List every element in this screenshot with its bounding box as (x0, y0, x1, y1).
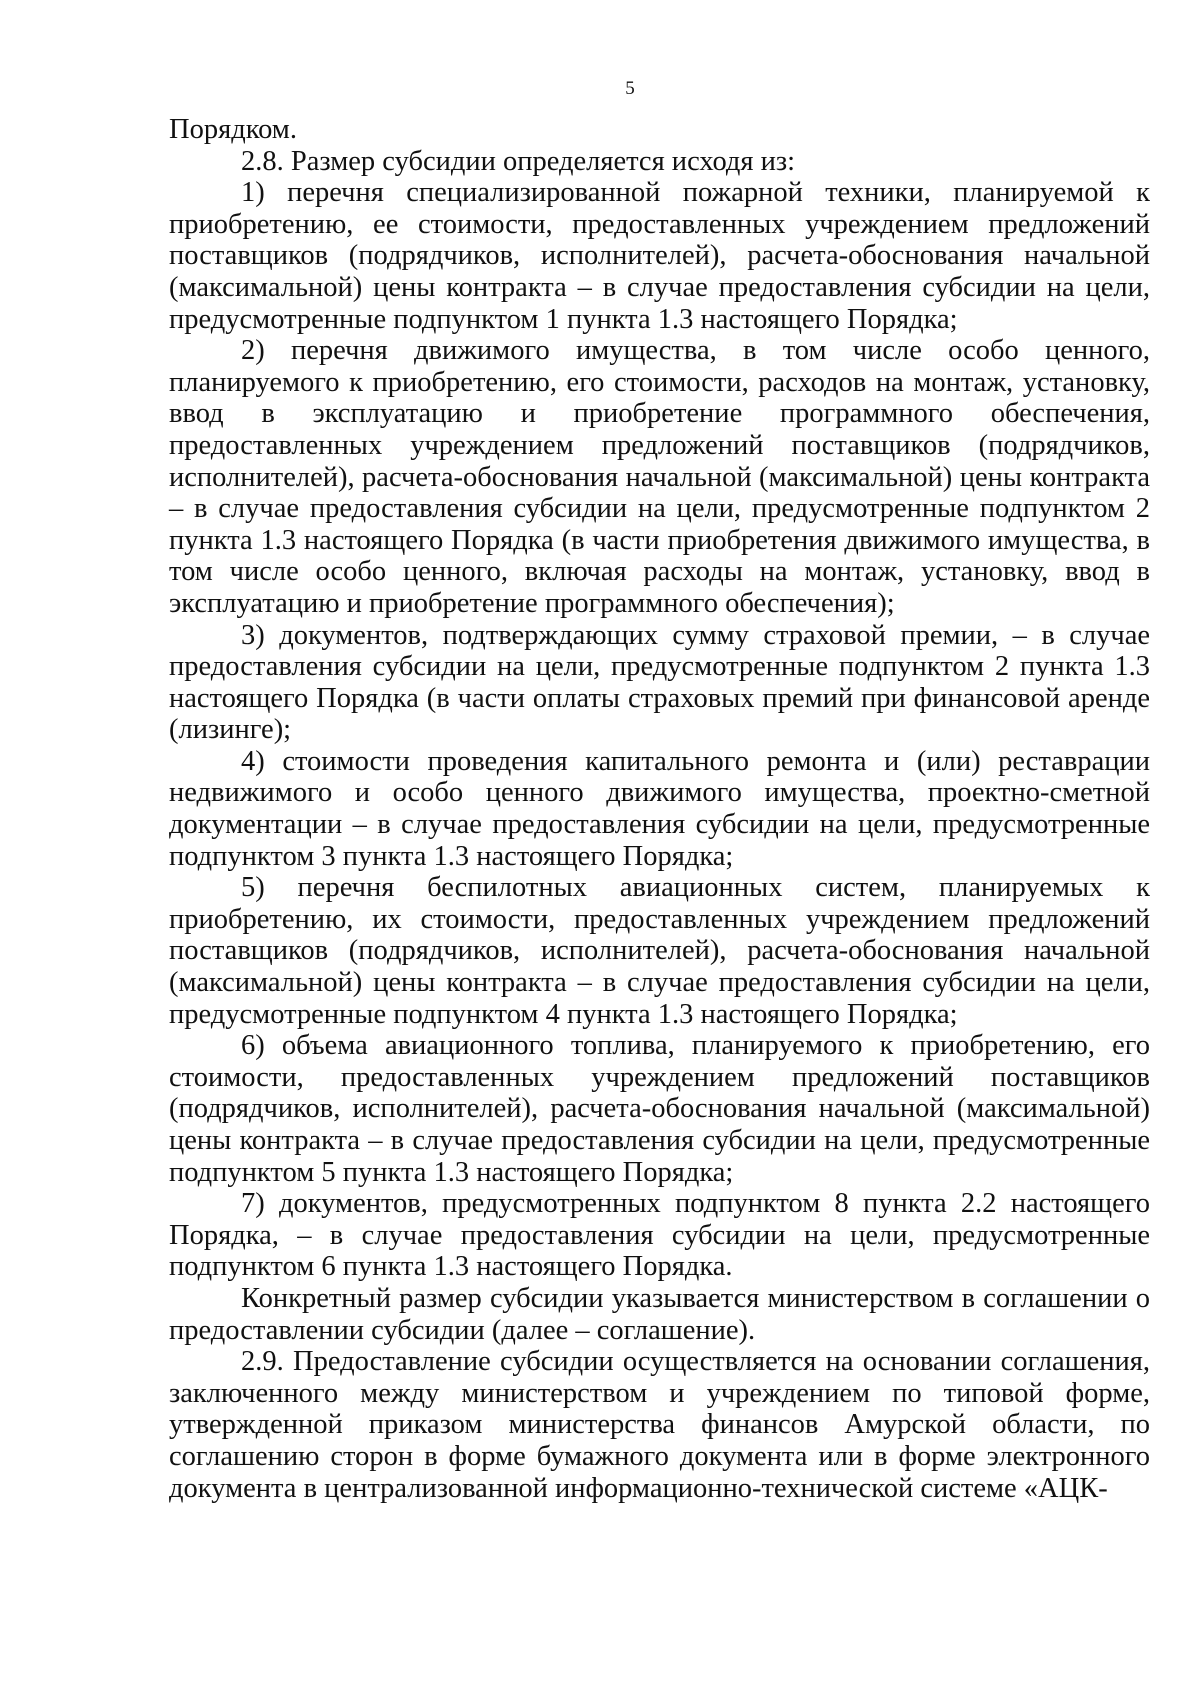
page-number: 5 (625, 78, 635, 99)
paragraph-subsidy-amount: Конкретный размер субсидии указывается министерством в соглашении о предоставлении субсидии (далее – соглашение). (169, 1282, 1150, 1346)
paragraph-item-3: 3) документов, подтверждающих сумму страховой премии, – в случае предоставления субсидии на цели, предусмотренные подпунктом 2 пункта 1.3 настоящего Порядка (в части оплаты страховых премий при финансовой аренде (лизинге); (169, 619, 1150, 746)
paragraph-item-1: 1) перечня специализированной пожарной техники, планируемой к приобретению, ее стоимости, предоставленных учреждением предложений поставщиков (подрядчиков, исполнителей), расчета-обоснования начальной (максимальной) цены контракта – в случае предоставления субсидии на цели, предусмотренные подпунктом 1 пункта 1.3 настоящего Порядка; (169, 177, 1150, 335)
document-body (169, 114, 1150, 1504)
paragraph-item-5: 5) перечня беспилотных авиационных систем, планируемых к приобретению, их стоимости, предоставленных учреждением предложений поставщиков (подрядчиков, исполнителей), расчета-обоснования начальной (максимальной) цены контракта – в случае предоставления субсидии на цели, предусмотренные подпунктом 4 пункта 1.3 настоящего Порядка; (169, 872, 1150, 1030)
paragraph-item-7: 7) документов, предусмотренных подпунктом 8 пункта 2.2 настоящего Порядка, – в случае предоставления субсидии на цели, предусмотренные подпунктом 6 пункта 1.3 настоящего Порядка. (169, 1188, 1150, 1283)
paragraph-item-6: 6) объема авиационного топлива, планируемого к приобретению, его стоимости, предоставленных учреждением предложений поставщиков (подрядчиков, исполнителей), расчета-обоснования начальной (максимальной) цены контракта – в случае предоставления субсидии на цели, предусмотренные подпунктом 5 пункта 1.3 настоящего Порядка; (169, 1030, 1150, 1188)
paragraph-item-4: 4) стоимости проведения капитального ремонта и (или) реставрации недвижимого и особо ценного движимого имущества, проектно-сметной документации – в случае предоставления субсидии на цели, предусмотренные подпунктом 3 пункта 1.3 настоящего Порядка; (169, 745, 1150, 872)
paragraph-continuation: Порядком. (169, 114, 297, 145)
paragraph-2-8-heading: 2.8. Размер субсидии определяется исходя из: (241, 145, 796, 177)
paragraph-2-9: 2.9. Предоставление субсидии осуществляется на основании соглашения, заключенного между министерством и учреждением по типовой форме, утвержденной приказом министерства финансов Амурской области, по соглашению сторон в форме бумажного документа или в форме электронного документа в централизованной информационно-технической системе «АЦК- (169, 1346, 1150, 1504)
paragraph-item-2: 2) перечня движимого имущества, в том числе особо ценного, планируемого к приобретению, его стоимости, расходов на монтаж, установку, ввод в эксплуатацию и приобретение программного обеспечения, предоставленных учреждением предложений поставщиков (подрядчиков, исполнителей), расчета-обоснования начальной (максимальной) цены контракта – в случае предоставления субсидии на цели, предусмотренные подпунктом 2 пункта 1.3 настоящего Порядка (в части приобретения движимого имущества, в том числе особо ценного, включая расходы на монтаж, установку, ввод в эксплуатацию и приобретение программного обеспечения); (169, 335, 1150, 619)
